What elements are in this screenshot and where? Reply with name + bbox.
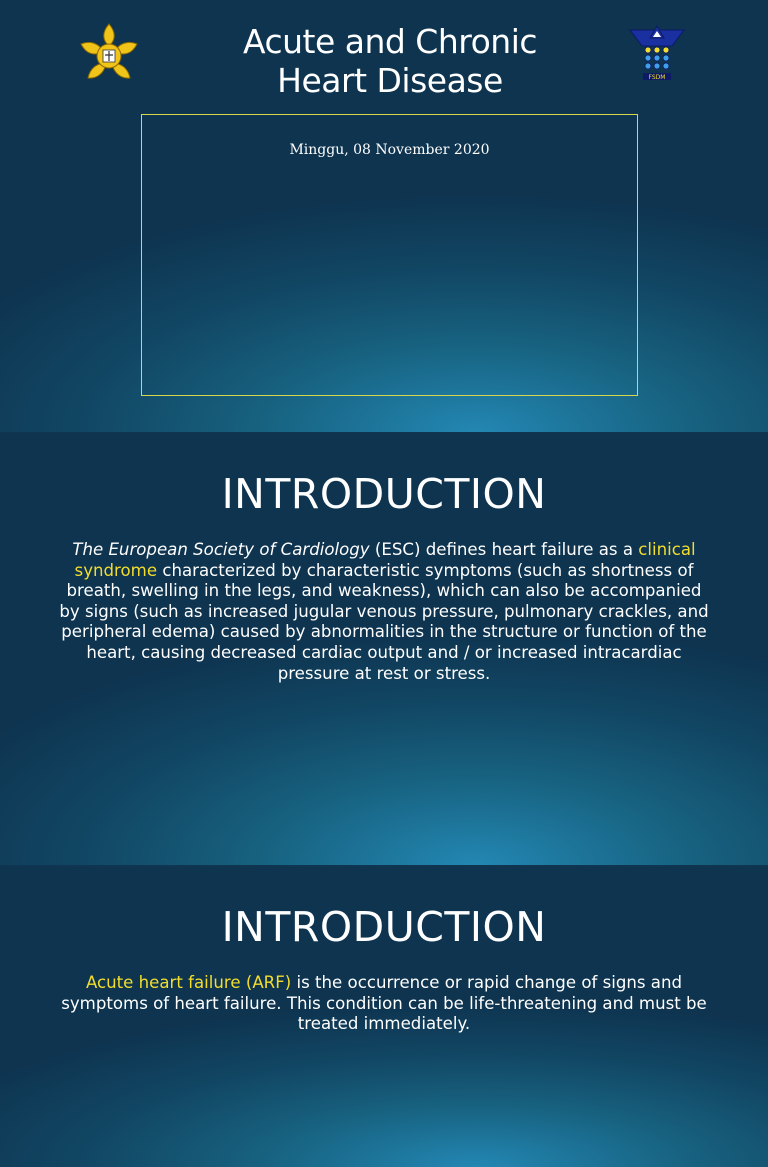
- title-line-2: Heart Disease: [277, 61, 503, 100]
- slide-body-paragraph: [58, 973, 710, 1035]
- faculty-emblem-label: FSDM: [648, 74, 666, 81]
- university-emblem-icon: [76, 22, 142, 84]
- paragraph-text-b: is the occurrence or rapid change of signs and symptoms of heart failure. This condition can be life-threatening and must be treated immediately.: [61, 973, 707, 1034]
- presentation-title: [190, 22, 590, 100]
- highlight-acute-heart-failure: Acute heart failure (ARF): [85, 973, 292, 992]
- title-slide: [0, 0, 768, 432]
- slide-heading: INTRODUCTION: [221, 470, 547, 518]
- introduction-slide-2: [0, 867, 768, 1167]
- subtitle-placeholder-box: [141, 114, 638, 396]
- presentation-date: Minggu, 08 November 2020: [289, 142, 490, 158]
- slide-heading: INTRODUCTION: [221, 903, 547, 951]
- paragraph-text-a: (ESC) defines heart failure as a: [369, 540, 639, 559]
- title-line-1: Acute and Chronic: [242, 22, 538, 61]
- faculty-emblem-icon: [626, 24, 688, 84]
- introduction-slide-1: [0, 434, 768, 865]
- paragraph-text-b: characterized by characteristic symptoms (such as shortness of breath, swelling in the legs, and weakness), which can also be accompanied by signs (such as increased jugular venous pressure, pulmonary crackles, and peripheral edema) caused by abnormalities in the structure or function of the heart, causing decreased cardiac output and / or increased intracardiac pressure at rest or stress.: [59, 560, 709, 683]
- esc-name: The European Society of Cardiology: [72, 540, 370, 559]
- slide-body-paragraph: [58, 540, 710, 684]
- highlight-clinical-syndrome: clinical syndrome: [74, 540, 696, 580]
